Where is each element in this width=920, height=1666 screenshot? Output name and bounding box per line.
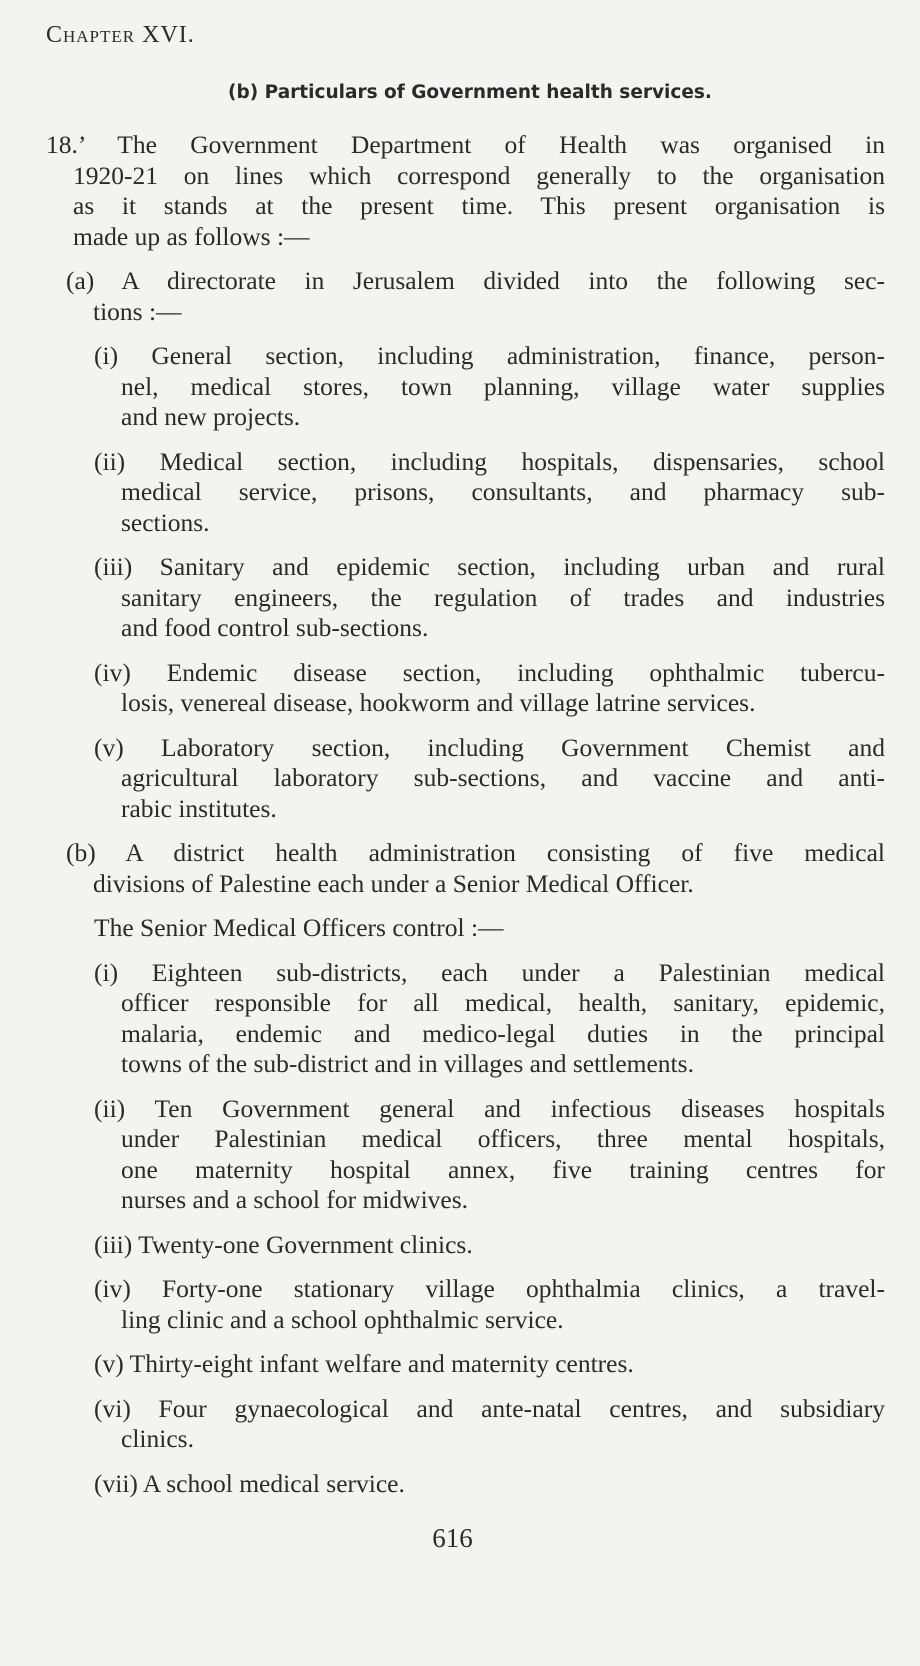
text-line: (ii) Medical section, including hospitals, dispensaries, school (94, 446, 885, 476)
paragraph-18 (46, 130, 885, 252)
text-line: (vii) A school medical service. (94, 1468, 405, 1498)
item-b-ii (94, 1094, 885, 1216)
text-line: clinics. (121, 1424, 194, 1453)
text-line: towns of the sub-district and in villages and settlements. (121, 1049, 694, 1078)
text-line: (iv) Endemic disease section, including ophthalmic tubercu- (94, 657, 885, 687)
item-b-v (94, 1349, 885, 1380)
text-line: under Palestinian medical officers, three mental hospitals, (121, 1124, 885, 1153)
text-line: (i) General section, including administration, finance, person- (94, 341, 885, 370)
text-line: officer responsible for all medical, health, sanitary, epidemic, (121, 988, 885, 1017)
text-line: and new projects. (121, 402, 301, 431)
text-line: nel, medical stores, town planning, village water supplies (121, 371, 885, 401)
text-line: 18.’ The Government Department of Health was organised in (46, 130, 885, 159)
item-b-i (94, 958, 885, 1080)
text-line: divisions of Palestine each under a Senior Medical Officer. (93, 868, 694, 898)
chapter-title: Chapter XVI. (46, 22, 195, 48)
text-line: 1920-21 on lines which correspond generally to the organisation (73, 160, 885, 190)
text-line: (ii) Ten Government general and infectious diseases hospitals (94, 1093, 885, 1123)
item-b-vii (94, 1469, 885, 1500)
text-line: The Senior Medical Officers control :— (94, 913, 504, 942)
item-b-iv (94, 1274, 885, 1335)
text-line: (iv) Forty-one stationary village ophthalmia clinics, a travel- (94, 1274, 885, 1303)
item-b-iii (94, 1230, 885, 1261)
item-a-ii (94, 447, 885, 539)
item-a-i (94, 341, 885, 433)
text-line: made up as follows :— (73, 221, 310, 251)
item-a-v (94, 733, 885, 825)
text-line: and food control sub-sections. (121, 613, 429, 642)
text-line: (iii) Twenty-one Government clinics. (94, 1229, 473, 1259)
page-number: 616 (432, 1523, 473, 1553)
text-line: agricultural laboratory sub-sections, and vaccine and anti- (121, 763, 885, 792)
text-line: ling clinic and a school ophthalmic service. (121, 1304, 564, 1334)
text-line: one maternity hospital annex, five training centres for (121, 1154, 885, 1184)
text-line: (vi) Four gynaecological and ante-natal centres, and subsidiary (94, 1393, 885, 1423)
text-line: losis, venereal disease, hookworm and village latrine services. (121, 688, 756, 717)
text-line: as it stands at the present time. This present organisation is (73, 191, 885, 220)
text-line: (v) Thirty-eight infant welfare and maternity centres. (94, 1349, 634, 1378)
page-body (0, 130, 885, 1554)
item-a-iii (94, 552, 885, 644)
text-line: tions :— (93, 296, 182, 326)
item-a-iv (94, 658, 885, 719)
text-line: (b) A district health administration consisting of five medical (66, 838, 885, 867)
text-line: medical service, prisons, consultants, and pharmacy sub- (121, 477, 885, 506)
item-a (66, 266, 885, 327)
text-line: (v) Laboratory section, including Government Chemist and (94, 732, 885, 762)
text-line: sections. (121, 507, 210, 537)
senior-officers-intro (94, 913, 885, 944)
section-heading: (b) Particulars of Government health services. (228, 82, 712, 103)
text-line: (i) Eighteen sub-districts, each under a Palestinian medical (94, 957, 885, 987)
text-line: (iii) Sanitary and epidemic section, including urban and rural (94, 552, 885, 581)
item-b (66, 838, 885, 899)
text-line: rabic institutes. (121, 793, 277, 823)
text-line: (a) A directorate in Jerusalem divided into the following sec- (66, 266, 885, 295)
text-line: sanitary engineers, the regulation of trades and industries (121, 582, 885, 612)
text-line: nurses and a school for midwives. (121, 1185, 469, 1214)
text-line: malaria, endemic and medico-legal duties in the principal (121, 1018, 885, 1048)
item-b-vi (94, 1394, 885, 1455)
